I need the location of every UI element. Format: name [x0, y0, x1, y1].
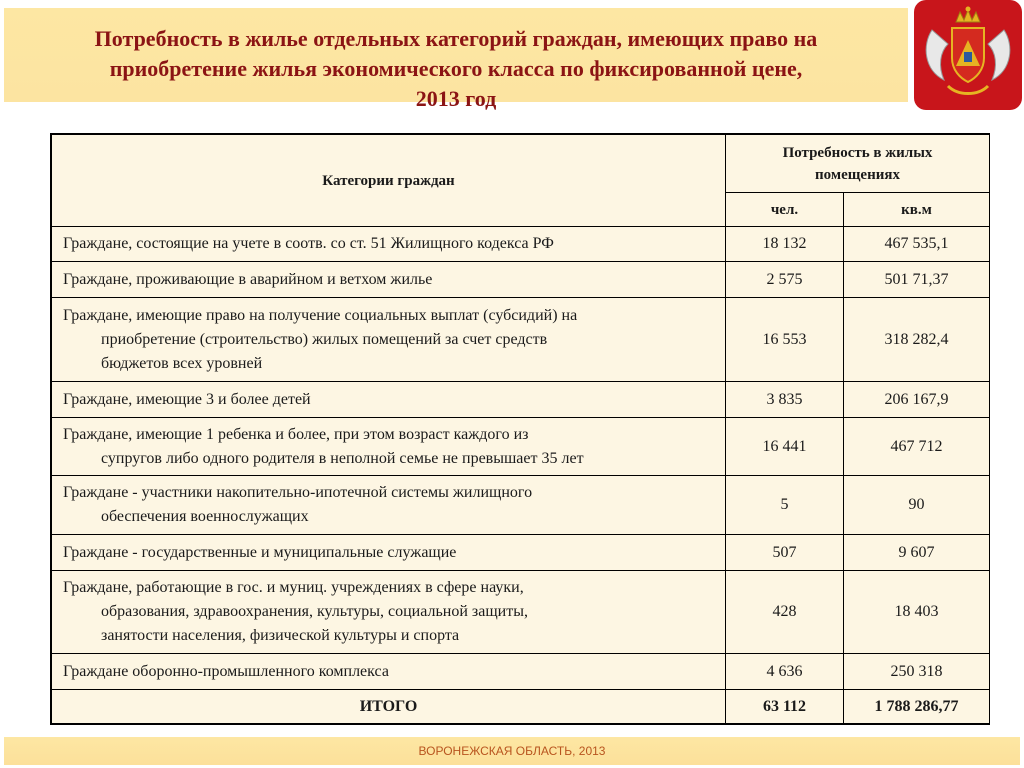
- category-line: Граждане, имеющие право на получение социальных выплат (субсидий) на: [63, 306, 578, 324]
- voronezh-coat-of-arms-icon: [914, 0, 1022, 110]
- row-category: [52, 654, 726, 690]
- table-row: [52, 654, 990, 690]
- category-line: Граждане, имеющие 3 и более детей: [63, 390, 311, 408]
- total-row: [52, 690, 990, 724]
- category-line: Граждане, имеющие 1 ребенка и более, при этом возраст каждого из: [63, 425, 529, 443]
- row-area: 467 712: [844, 418, 990, 476]
- category-line: Граждане, проживающие в аварийном и ветхом жилье: [63, 270, 433, 288]
- total-people: 63 112: [726, 690, 844, 724]
- table-row: [52, 535, 990, 571]
- row-category: [52, 298, 726, 382]
- row-area: 18 403: [844, 571, 990, 654]
- title-line: 2013 год: [415, 86, 497, 111]
- footer-text: ВОРОНЕЖСКАЯ ОБЛАСТЬ, 2013: [418, 744, 606, 758]
- row-people: 18 132: [726, 227, 844, 262]
- category-line: обеспечения военнослужащих: [101, 508, 309, 525]
- table-row: [52, 476, 990, 535]
- row-people: 16 553: [726, 298, 844, 382]
- category-line: Граждане, состоящие на учете в соотв. со ст. 51 Жилищного кодекса РФ: [63, 235, 554, 252]
- category-line: Граждане - государственные и муниципальные служащие: [63, 543, 457, 561]
- row-category: [52, 535, 726, 571]
- category-line: приобретение (строительство) жилых помещений за счет средств: [101, 330, 548, 348]
- row-category: [52, 262, 726, 298]
- row-area: 9 607: [844, 535, 990, 571]
- table-row: [52, 298, 990, 382]
- table-row: [52, 382, 990, 418]
- header-area: кв.м: [844, 193, 990, 227]
- category-line: супругов либо одного родителя в неполной семье не превышает 35 лет: [101, 449, 584, 467]
- row-people: 16 441: [726, 418, 844, 476]
- header-category: Категории граждан: [52, 135, 726, 227]
- row-people: 3 835: [726, 382, 844, 418]
- table-row: [52, 571, 990, 654]
- row-area: 206 167,9: [844, 382, 990, 418]
- row-people: 428: [726, 571, 844, 654]
- table-row: [52, 227, 990, 262]
- row-area: 90: [844, 476, 990, 535]
- row-people: 5: [726, 476, 844, 535]
- category-line: занятости населения, физической культуры и спорта: [101, 627, 460, 644]
- total-label: ИТОГО: [52, 690, 726, 724]
- row-people: 4 636: [726, 654, 844, 690]
- total-area: 1 788 286,77: [844, 690, 990, 724]
- row-people: 2 575: [726, 262, 844, 298]
- header-need: Потребность в жилых помещениях: [726, 135, 990, 193]
- category-line: Граждане, работающие в гос. и муниц. учреждениях в сфере науки,: [63, 579, 524, 596]
- row-category: [52, 476, 726, 535]
- housing-needs-table: [50, 133, 990, 725]
- header-people: чел.: [726, 193, 844, 227]
- row-area: 501 71,37: [844, 262, 990, 298]
- row-people: 507: [726, 535, 844, 571]
- row-category: [52, 227, 726, 262]
- row-category: [52, 382, 726, 418]
- table-row: [52, 418, 990, 476]
- category-line: бюджетов всех уровней: [101, 354, 263, 372]
- category-line: Граждане - участники накопительно-ипотечной системы жилищного: [63, 484, 533, 501]
- row-area: 467 535,1: [844, 227, 990, 262]
- title-line: Потребность в жилье отдельных категорий граждан, имеющих право на: [94, 26, 818, 51]
- category-line: образования, здравоохранения, культуры, социальной защиты,: [101, 603, 528, 620]
- row-category: [52, 418, 726, 476]
- row-category: [52, 571, 726, 654]
- category-line: Граждане оборонно-промышленного комплекса: [63, 662, 389, 680]
- row-area: 250 318: [844, 654, 990, 690]
- title-line: приобретение жилья экономического класса по фиксированной цене,: [109, 56, 803, 81]
- row-area: 318 282,4: [844, 298, 990, 382]
- table-row: [52, 262, 990, 298]
- page-title: [4, 24, 908, 114]
